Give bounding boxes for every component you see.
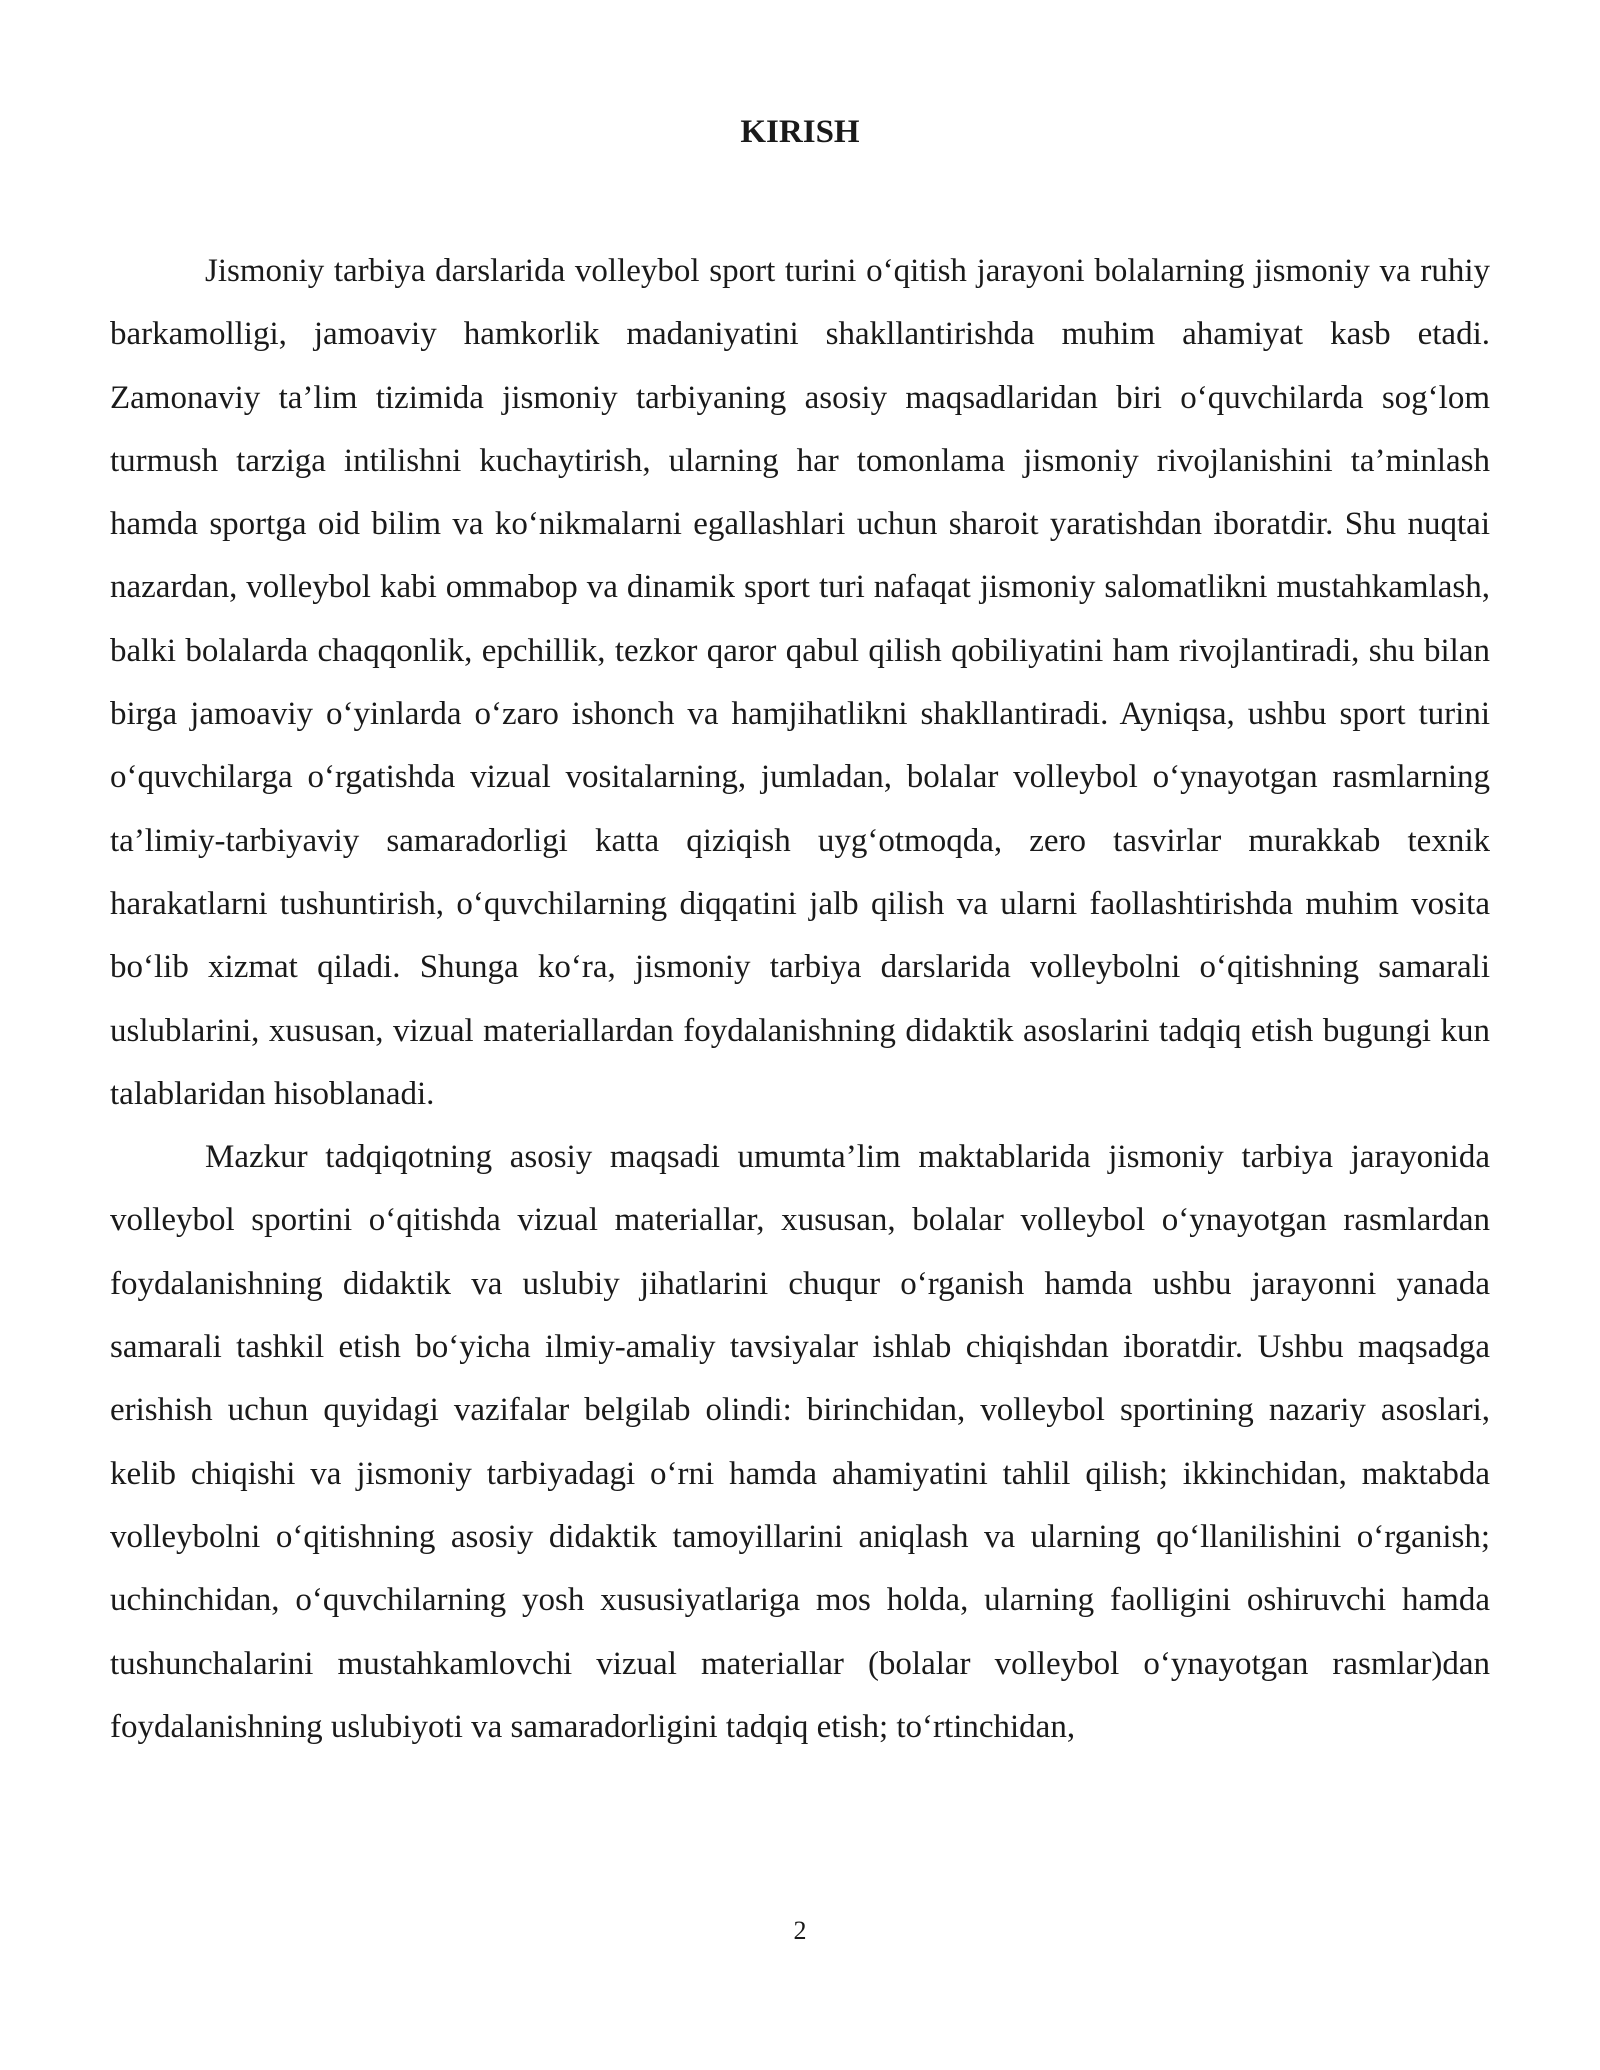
body-text xyxy=(110,240,1490,1759)
page-number: 2 xyxy=(793,1916,807,1945)
section-title: KIRISH xyxy=(740,114,860,150)
paragraph-1: Jismoniy tarbiya darslarida volleybol sport turini o‘qitish jarayoni bolalarning jismoniy va ruhiy barkamolligi, jamoaviy hamkorlik madaniyatini shakllantirishda muhim ahamiyat kasb etadi. Zamonaviy ta’lim tizimida jismoniy tarbiyaning asosiy maqsadlaridan biri o‘quvchilarda sog‘lom turmush tarziga intilishni kuchaytirish, ularning har tomonlama jismoniy rivojlanishini ta’minlash hamda sportga oid bilim va ko‘nikmalarni egallashlari uchun sharoit yaratishdan iboratdir. Shu nuqtai nazardan, volleybol kabi ommabop va dinamik sport turi nafaqat jismoniy salomatlikni mustahkamlash, balki bolalarda chaqqonlik, epchillik, tezkor qaror qabul qilish qobiliyatini ham rivojlantiradi, shu bilan birga jamoaviy o‘yinlarda o‘zaro ishonch va hamjihatlikni shakllantiradi. Ayniqsa, ushbu sport turini o‘quvchilarga o‘rgatishda vizual vositalarning, jumladan, bolalar volleybol o‘ynayotgan rasmlarning ta’limiy-tarbiyaviy samaradorligi katta qiziqish uyg‘otmoqda, zero tasvirlar murakkab texnik harakatlarni tushuntirish, o‘quvchilarning diqqatini jalb qilish va ularni faollashtirishda muhim vosita bo‘lib xizmat qiladi. Shunga ko‘ra, jismoniy tarbiya darslarida volleybolni o‘qitishning samarali uslublarini, xususan, vizual materiallardan foydalanishning didaktik asoslarini tadqiq etish bugungi kun talablaridan hisoblanadi. xyxy=(110,253,1490,1112)
paragraph-2: Mazkur tadqiqotning asosiy maqsadi umumta’lim maktablarida jismoniy tarbiya jarayonida volleybol sportini o‘qitishda vizual materiallar, xususan, bolalar volleybol o‘ynayotgan rasmlardan foydalanishning didaktik va uslubiy jihatlarini chuqur o‘rganish hamda ushbu jarayonni yanada samarali tashkil etish bo‘yicha ilmiy-amaliy tavsiyalar ishlab chiqishdan iboratdir. Ushbu maqsadga erishish uchun quyidagi vazifalar belgilab olindi: birinchidan, volleybol sportining nazariy asoslari, kelib chiqishi va jismoniy tarbiyadagi o‘rni hamda ahamiyatini tahlil qilish; ikkinchidan, maktabda volleybolni o‘qitishning asosiy didaktik tamoyillarini aniqlash va ularning qo‘llanilishini o‘rganish; uchinchidan, o‘quvchilarning yosh xususiyatlariga mos holda, ularning faolligini oshiruvchi hamda tushunchalarini mustahkamlovchi vizual materiallar (bolalar volleybol o‘ynayotgan rasmlar)dan foydalanishning uslubiyoti va samaradorligini tadqiq etish; to‘rtinchidan, xyxy=(110,1139,1490,1745)
